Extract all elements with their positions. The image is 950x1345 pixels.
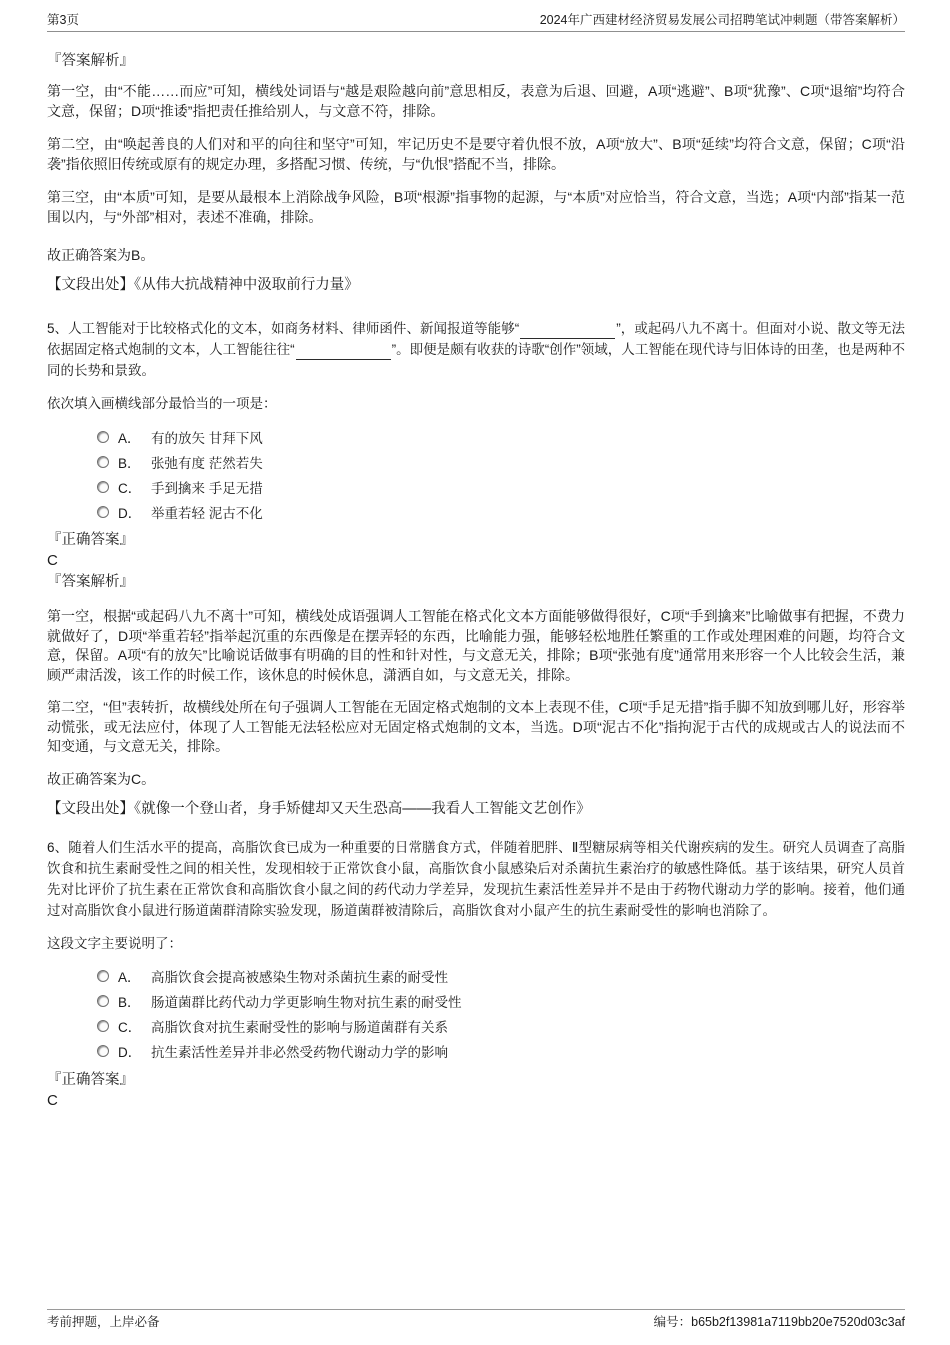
option-label: 高脂饮食对抗生素耐受性的影响与肠道菌群有关系	[151, 1020, 448, 1035]
option-label: 手到擒来 手足无措	[151, 480, 263, 496]
option-letter: B．	[118, 455, 141, 471]
option-letter: C．	[118, 1020, 142, 1035]
q5-conclusion: 故正确答案为C。	[47, 770, 156, 787]
option-letter: B．	[118, 995, 141, 1010]
header-title: 2024年广西建材经济贸易发展公司招聘笔试冲刺题（带答案解析）	[539, 13, 905, 27]
option-radio[interactable]	[97, 995, 109, 1007]
q6-correct-answer-value: C	[47, 1091, 58, 1109]
option-row-b	[97, 989, 905, 1014]
option-label: 高脂饮食会提高被感染生物对杀菌抗生素的耐受性	[151, 970, 448, 985]
q5-correct-answer-value: C	[47, 552, 58, 569]
option-row-c	[97, 1014, 905, 1039]
page-footer	[47, 1309, 905, 1330]
q4-analysis-label: 『答案解析』	[47, 53, 134, 69]
option-radio[interactable]	[97, 1020, 109, 1032]
option-letter: C．	[118, 480, 142, 496]
question-6-prompt: 这段文字主要说明了：	[47, 935, 182, 951]
q4-analysis-paragraph-2: 第二空，由“唤起善良的人们对和平的向往和坚守”可知，牢记历史不是要守着仇恨不放，A项“放大”、B项“延续”均符合文意，保留；C项“沿袭”指依照旧传统或原有的规定办理，多搭配习惯、传统，与“仇恨”搭配不当，排除。	[47, 136, 905, 172]
option-row-d	[97, 1039, 905, 1064]
question-5-options	[97, 424, 905, 524]
option-letter: A．	[118, 430, 141, 446]
q4-conclusion: 故正确答案为B。	[47, 247, 155, 263]
q5-stem-segment-2: ”，或起码八九不离十。但面对小说、散文等无法依据固定格式炮制的文本，人工智能往往“	[47, 321, 905, 357]
q5-analysis-label: 『答案解析』	[47, 574, 134, 590]
q5-stem-segment-3: ”。即便是颇有收获的诗歌“创作”领域，人工智能在现代诗与旧体诗的田垄，也是两种不同的长势和景致。	[47, 342, 905, 378]
option-label: 有的放矢 甘拜下风	[151, 430, 263, 446]
page-header	[47, 13, 905, 32]
option-label: 抗生素活性差异并非必然受药物代谢动力学的影响	[151, 1045, 448, 1060]
option-row-c	[97, 474, 905, 499]
option-radio[interactable]	[97, 506, 109, 518]
q5-analysis-paragraph-2: 第二空，“但”表转折，故横线处所在句子强调人工智能在无固定格式炮制的文本上表现不佳，C项“手足无措”指手脚不知放到哪儿好，形容举动慌张，或无法应付，体现了人工智能无法轻松应对无固定格式炮制的文本，当选。D项“泥古不化”指拘泥于古代的成规或古人的说法而不知变通，与文意无关，排除。	[47, 699, 905, 754]
option-row-b	[97, 449, 905, 474]
q4-source-reference: 【文段出处】《从伟大抗战精神中汲取前行力量》	[47, 277, 359, 293]
option-radio[interactable]	[97, 1045, 109, 1057]
q5-source-reference: 【文段出处】《就像一个登山者，身手矫健却又天生恐高——我看人工智能文艺创作》	[47, 800, 591, 817]
question-5-stem	[47, 318, 905, 381]
question-5-prompt: 依次填入画横线部分最恰当的一项是：	[47, 396, 277, 411]
footer-serial-number: 编号：b65b2f13981a7119bb20e7520d03c3af	[653, 1315, 905, 1329]
option-label: 举重若轻 泥古不化	[151, 505, 263, 521]
option-letter: D．	[118, 505, 142, 521]
option-radio[interactable]	[97, 456, 109, 468]
option-label: 肠道菌群比药代动力学更影响生物对抗生素的耐受性	[151, 995, 462, 1010]
q5-correct-answer-label: 『正确答案』	[47, 532, 134, 548]
blank-underline	[296, 345, 391, 360]
q5-stem-segment-1: 5、人工智能对于比较格式化的文本，如商务材料、律师函件、新闻报道等能够“	[47, 321, 520, 336]
question-6-options	[97, 964, 905, 1064]
footer-slogan: 考前押题，上岸必备	[47, 1315, 160, 1329]
question-6-stem: 6、随着人们生活水平的提高，高脂饮食已成为一种重要的日常膳食方式，伴随着肥胖、Ⅱ型糖尿病等相关代谢疾病的发生。研究人员调查了高脂饮食和抗生素耐受性之间的相关性，发现相较于正常饮食小鼠，高脂饮食小鼠感染后对杀菌抗生素治疗的敏感性降低。基于该结果，研究人员首先对比评价了抗生素在正常饮食和高脂饮食小鼠之间的药代动力学差异，发现抗生素活性差异并不是由于药物代谢动力学的影响。接着，他们通过对高脂饮食小鼠进行肠道菌群清除实验发现，肠道菌群被清除后，高脂饮食对小鼠产生的抗生素耐受性的影响也消除了。	[47, 839, 905, 918]
blank-underline	[520, 324, 615, 339]
page-content	[47, 53, 905, 1109]
option-radio[interactable]	[97, 481, 109, 493]
q5-analysis-paragraph-1: 第一空，根据“或起码八九不离十”可知，横线处成语强调人工智能在格式化文本方面能够做得很好，C项“手到擒来”比喻做事有把握，不费力就做好了，D项“举重若轻”指举起沉重的东西像是在摆弄轻的东西，比喻能力强，能够轻松地胜任繁重的工作或处理困难的问题，均符合文意，保留。A项“有的放矢”比喻说话做事有明确的目的性和针对性，与文意无关，排除；B项“张弛有度”通常用来形容一个人比较会生活，兼顾严肃活泼，该工作的时候工作，该休息的时候休息，潇洒自如，与文意无关，排除。	[47, 608, 905, 683]
option-letter: A．	[118, 970, 141, 985]
q4-analysis-paragraph-1: 第一空，由“不能……而应”可知，横线处词语与“越是艰险越向前”意思相反，表意为后退、回避，A项“逃避”、B项“犹豫”、C项“退缩”均符合文意，保留；D项“推诿”指把责任推给别人，与文意不符，排除。	[47, 83, 905, 119]
option-row-a	[97, 424, 905, 449]
q4-analysis-paragraph-3: 第三空，由“本质”可知，是要从最根本上消除战争风险，B项“根源”指事物的起源，与“本质”对应恰当，符合文意，当选；A项“内部”指某一范围以内，与“外部”相对，表述不准确，排除。	[47, 189, 905, 225]
header-page-number: 第3页	[47, 13, 79, 27]
option-row-a	[97, 964, 905, 989]
option-radio[interactable]	[97, 431, 109, 443]
option-label: 张弛有度 茫然若失	[151, 455, 263, 471]
q6-correct-answer-label: 『正确答案』	[47, 1071, 134, 1088]
option-radio[interactable]	[97, 970, 109, 982]
option-row-d	[97, 499, 905, 524]
option-letter: D．	[118, 1045, 142, 1060]
